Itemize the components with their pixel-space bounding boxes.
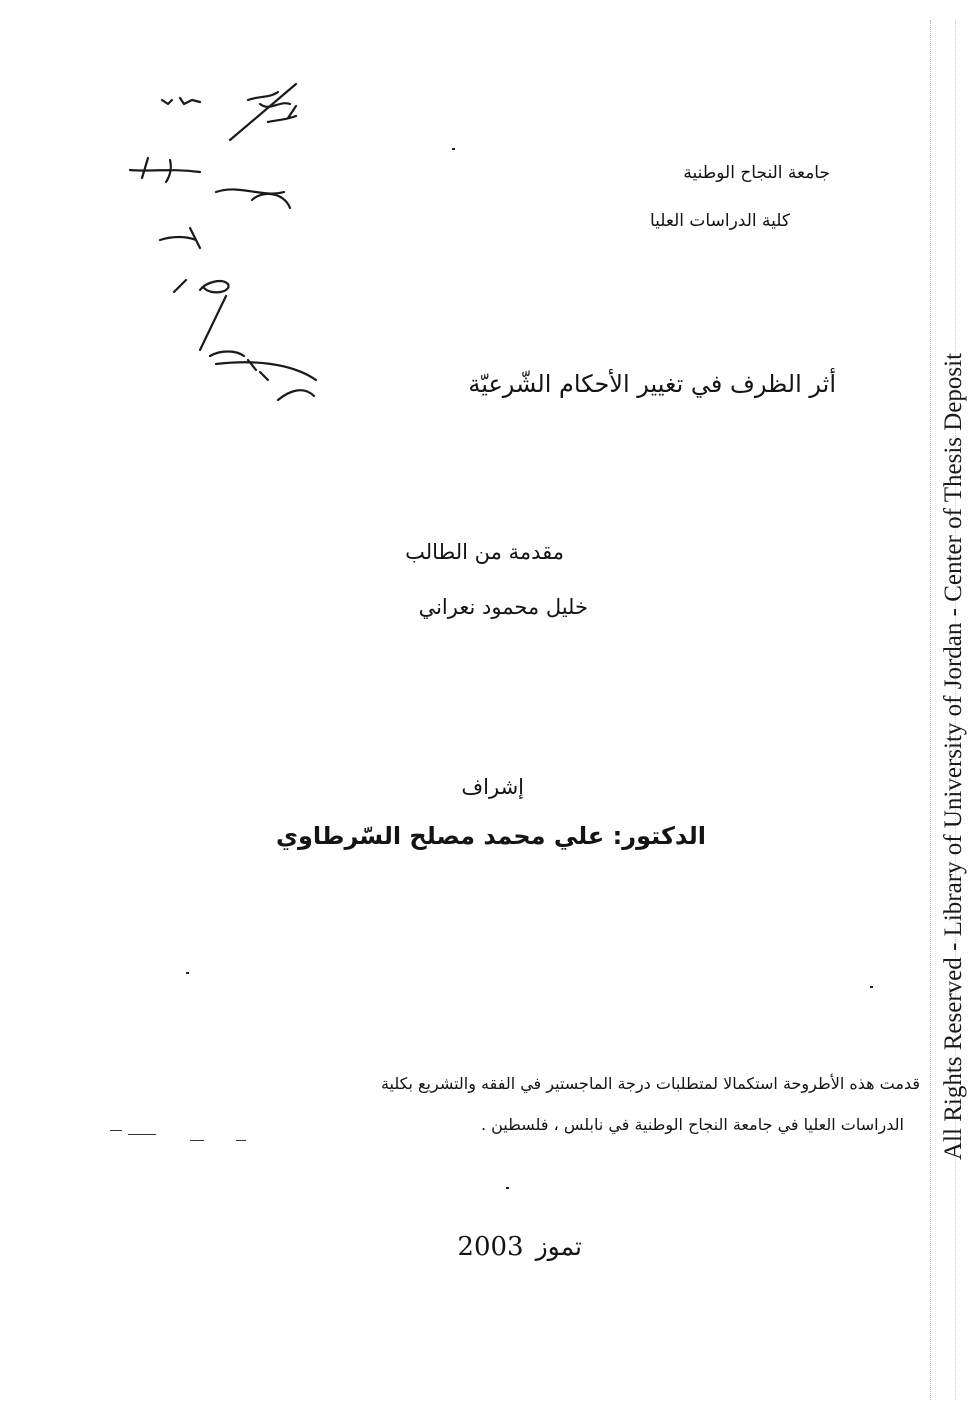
- scan-edge-left: [930, 20, 932, 1400]
- scan-dash: [110, 1130, 122, 1131]
- supervisor-name: الدكتور: علي محمد مصلح السّرطاوي: [275, 822, 706, 850]
- scan-dash: [128, 1134, 156, 1135]
- date-year: 2003: [457, 1232, 524, 1262]
- copyright-watermark: All Rights Reserved - Library of University of Jordan - Center of Thesis Deposit: [940, 352, 967, 1160]
- handwritten-annotations: [100, 60, 340, 430]
- student-intro: مقدمة من الطالب: [405, 540, 564, 564]
- scan-dash: [190, 1140, 204, 1141]
- university-name: جامعة النجاح الوطنية: [683, 163, 830, 183]
- scan-dash: [236, 1140, 246, 1141]
- scan-speck: [452, 148, 455, 150]
- date-month: تموز: [535, 1232, 582, 1261]
- date: [457, 1232, 582, 1262]
- scan-speck: [506, 1187, 509, 1189]
- scan-speck: [870, 986, 873, 988]
- faculty-name: كلية الدراسات العليا: [649, 211, 790, 231]
- thesis-title: أثر الظرف في تغيير الأحكام الشّرعيّة: [468, 370, 836, 398]
- supervision-label: إشراف: [461, 775, 524, 799]
- scan-speck: [186, 972, 189, 974]
- statement-line-2: الدراسات العليا في جامعة النجاح الوطنية في نابلس ، فلسطين .: [480, 1115, 904, 1134]
- statement-line-1: قدمت هذه الأطروحة استكمالا لمتطلبات درجة الماجستير في الفقه والتشريع بكلية: [380, 1074, 920, 1093]
- student-name: خليل محمود نعراني: [418, 595, 588, 619]
